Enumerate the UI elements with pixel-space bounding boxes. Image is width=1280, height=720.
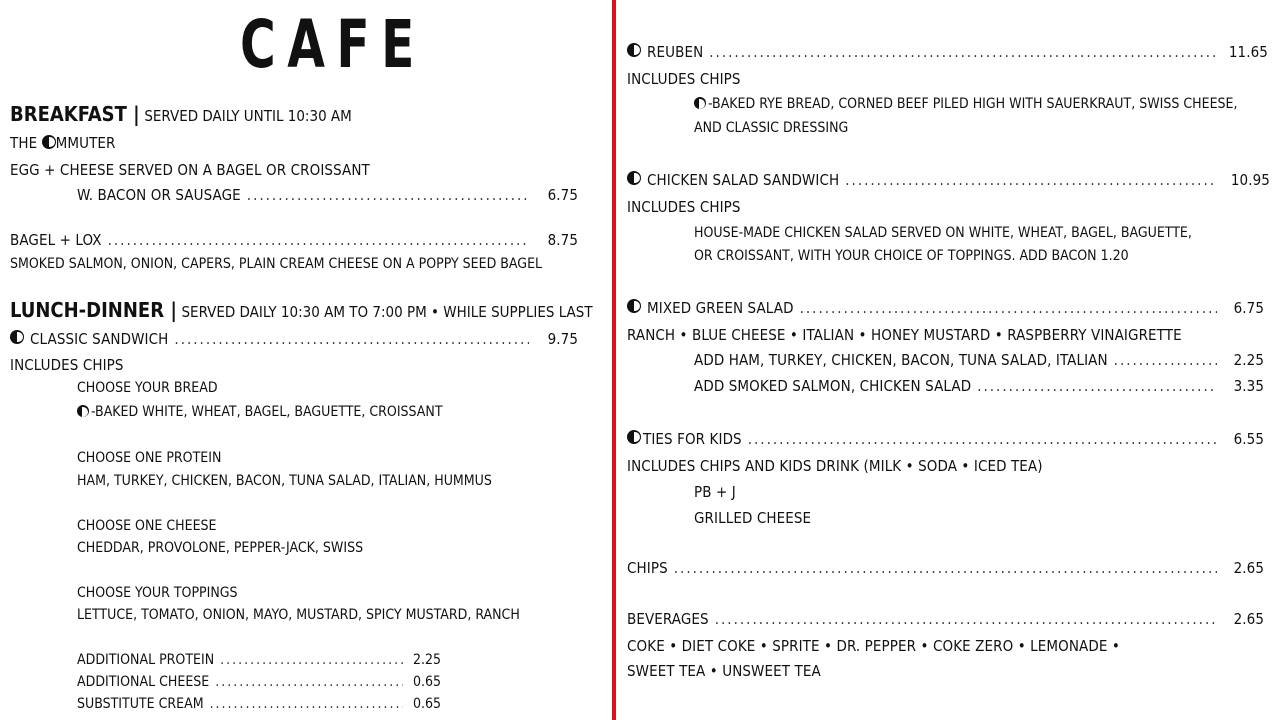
beverages-price: 2.65 bbox=[1233, 610, 1264, 628]
leader-dots bbox=[108, 231, 529, 249]
cafe-logo-icon bbox=[10, 330, 24, 344]
commuter-name-rest: MMUTER bbox=[55, 134, 116, 152]
reuben-desc-line1 bbox=[694, 96, 1238, 112]
lunch-heading: LUNCH-DINNER | bbox=[10, 298, 177, 322]
cheese-label: CHOOSE ONE CHEESE bbox=[77, 518, 217, 534]
leader-dots bbox=[247, 186, 529, 204]
cafe-logo-icon bbox=[627, 299, 641, 313]
kids-line bbox=[627, 430, 1223, 448]
protein-options: HAM, TURKEY, CHICKEN, BACON, TUNA SALAD, ITALIAN, HUMMUS bbox=[77, 473, 492, 489]
cafe-logo-icon bbox=[77, 405, 89, 417]
beverages-name: BEVERAGES bbox=[627, 610, 709, 628]
commuter-option: W. BACON OR SAUSAGE bbox=[77, 186, 241, 204]
chips-name: CHIPS bbox=[627, 559, 668, 577]
reuben-price: 11.65 bbox=[1228, 43, 1268, 61]
sub-cream-line bbox=[77, 696, 409, 712]
leader-dots bbox=[977, 377, 1217, 395]
commuter-name bbox=[10, 134, 116, 152]
chicken-name: CHICKEN SALAD SANDWICH bbox=[647, 171, 840, 189]
kids-option-grilled-cheese: GRILLED CHEESE bbox=[694, 509, 812, 527]
reuben-name: REUBEN bbox=[647, 43, 704, 61]
salad-add1-price: 2.25 bbox=[1233, 351, 1264, 369]
leader-dots bbox=[709, 43, 1217, 61]
kids-note: INCLUDES CHIPS AND KIDS DRINK (MILK • SODA • ICED TEA) bbox=[627, 457, 1043, 475]
bread-options bbox=[77, 404, 443, 420]
extra-protein-price: 2.25 bbox=[412, 652, 441, 668]
leader-dots bbox=[715, 610, 1217, 628]
chips-price: 2.65 bbox=[1233, 559, 1264, 577]
toppings-options: LETTUCE, TOMATO, ONION, MAYO, MUSTARD, SPICY MUSTARD, RANCH bbox=[77, 607, 520, 623]
cafe-logo-icon bbox=[42, 135, 56, 149]
classic-name: CLASSIC SANDWICH bbox=[30, 330, 169, 348]
chips-line bbox=[627, 559, 1223, 577]
leader-dots bbox=[1114, 351, 1217, 369]
bread-options-text: -BAKED WHITE, WHEAT, BAGEL, BAGUETTE, CROISSANT bbox=[91, 404, 443, 420]
reuben-desc-line2: AND CLASSIC DRESSING bbox=[694, 120, 849, 136]
leader-dots bbox=[220, 652, 403, 668]
chicken-price: 10.95 bbox=[1230, 171, 1270, 189]
kids-price: 6.55 bbox=[1233, 430, 1264, 448]
kids-option-pbj: PB + J bbox=[694, 483, 736, 501]
leader-dots bbox=[174, 330, 529, 348]
leader-dots bbox=[748, 430, 1217, 448]
center-divider bbox=[612, 0, 616, 720]
reuben-line bbox=[627, 43, 1223, 61]
salad-add2-price: 3.35 bbox=[1233, 377, 1264, 395]
extra-cheese-price: 0.65 bbox=[412, 674, 441, 690]
salad-dressings: RANCH • BLUE CHEESE • ITALIAN • HONEY MUSTARD • RASPBERRY VINAIGRETTE bbox=[627, 326, 1182, 344]
commuter-desc: EGG + CHEESE SERVED ON A BAGEL OR CROISSANT bbox=[10, 161, 370, 179]
protein-label: CHOOSE ONE PROTEIN bbox=[77, 450, 222, 466]
cafe-logo-icon bbox=[694, 97, 706, 109]
extra-cheese-label: ADDITIONAL CHEESE bbox=[77, 674, 210, 690]
leader-dots bbox=[215, 674, 403, 690]
salad-add2-label: ADD SMOKED SALMON, CHICKEN SALAD bbox=[694, 377, 972, 395]
chicken-line bbox=[627, 171, 1223, 189]
lunch-subheading: SERVED DAILY 10:30 AM TO 7:00 PM • WHILE SUPPLIES LAST bbox=[181, 303, 593, 321]
commuter-option-line bbox=[77, 186, 535, 204]
extra-protein-line bbox=[77, 652, 409, 668]
bagel-lox-price: 8.75 bbox=[547, 231, 578, 249]
extra-protein-label: ADDITIONAL PROTEIN bbox=[77, 652, 215, 668]
salad-add1-line bbox=[694, 351, 1223, 369]
leader-dots bbox=[800, 299, 1217, 317]
cafe-logo-icon bbox=[627, 171, 641, 185]
breakfast-header bbox=[10, 102, 352, 126]
salad-line bbox=[627, 299, 1223, 317]
salad-add2-line bbox=[694, 377, 1223, 395]
beverages-list-line2: SWEET TEA • UNSWEET TEA bbox=[627, 662, 821, 680]
breakfast-heading: BREAKFAST | bbox=[10, 102, 140, 126]
bagel-lox-name: BAGEL + LOX bbox=[10, 231, 102, 249]
beverages-list-line1: COKE • DIET COKE • SPRITE • DR. PEPPER • COKE ZERO • LEMONADE • bbox=[627, 637, 1120, 655]
reuben-desc1: -BAKED RYE BREAD, CORNED BEEF PILED HIGH WITH SAUERKRAUT, SWISS CHEESE, bbox=[708, 96, 1238, 112]
reuben-note: INCLUDES CHIPS bbox=[627, 70, 741, 88]
bagel-lox-line bbox=[10, 231, 535, 249]
leader-dots bbox=[210, 696, 403, 712]
kids-name: TIES FOR KIDS bbox=[643, 430, 742, 448]
salad-name: MIXED GREEN SALAD bbox=[647, 299, 794, 317]
bread-label: CHOOSE YOUR BREAD bbox=[77, 380, 218, 396]
classic-price: 9.75 bbox=[547, 330, 578, 348]
salad-add1-label: ADD HAM, TURKEY, CHICKEN, BACON, TUNA SALAD, ITALIAN bbox=[694, 351, 1108, 369]
salad-price: 6.75 bbox=[1233, 299, 1264, 317]
chicken-desc-line2: OR CROISSANT, WITH YOUR CHOICE OF TOPPINGS. ADD BACON 1.20 bbox=[694, 248, 1129, 264]
cafe-logo-icon bbox=[627, 430, 641, 444]
lunch-header bbox=[10, 298, 593, 322]
bagel-lox-desc: SMOKED SALMON, ONION, CAPERS, PLAIN CREAM CHEESE ON A POPPY SEED BAGEL bbox=[10, 256, 543, 272]
sub-cream-price: 0.65 bbox=[412, 696, 441, 712]
cafe-logo-icon bbox=[627, 43, 641, 57]
toppings-label: CHOOSE YOUR TOPPINGS bbox=[77, 585, 238, 601]
breakfast-subheading: SERVED DAILY UNTIL 10:30 AM bbox=[144, 107, 352, 125]
classic-note: INCLUDES CHIPS bbox=[10, 356, 124, 374]
extra-cheese-line bbox=[77, 674, 409, 690]
commuter-name-prefix: THE bbox=[10, 134, 38, 152]
beverages-line bbox=[627, 610, 1223, 628]
page-title: CAFE bbox=[240, 6, 426, 83]
chicken-note: INCLUDES CHIPS bbox=[627, 198, 741, 216]
leader-dots bbox=[845, 171, 1217, 189]
commuter-price: 6.75 bbox=[547, 186, 578, 204]
chicken-desc-line1: HOUSE-MADE CHICKEN SALAD SERVED ON WHITE, WHEAT, BAGEL, BAGUETTE, bbox=[694, 225, 1192, 241]
cheese-options: CHEDDAR, PROVOLONE, PEPPER-JACK, SWISS bbox=[77, 540, 364, 556]
leader-dots bbox=[674, 559, 1217, 577]
classic-line bbox=[10, 330, 535, 348]
sub-cream-label: SUBSTITUTE CREAM bbox=[77, 696, 204, 712]
